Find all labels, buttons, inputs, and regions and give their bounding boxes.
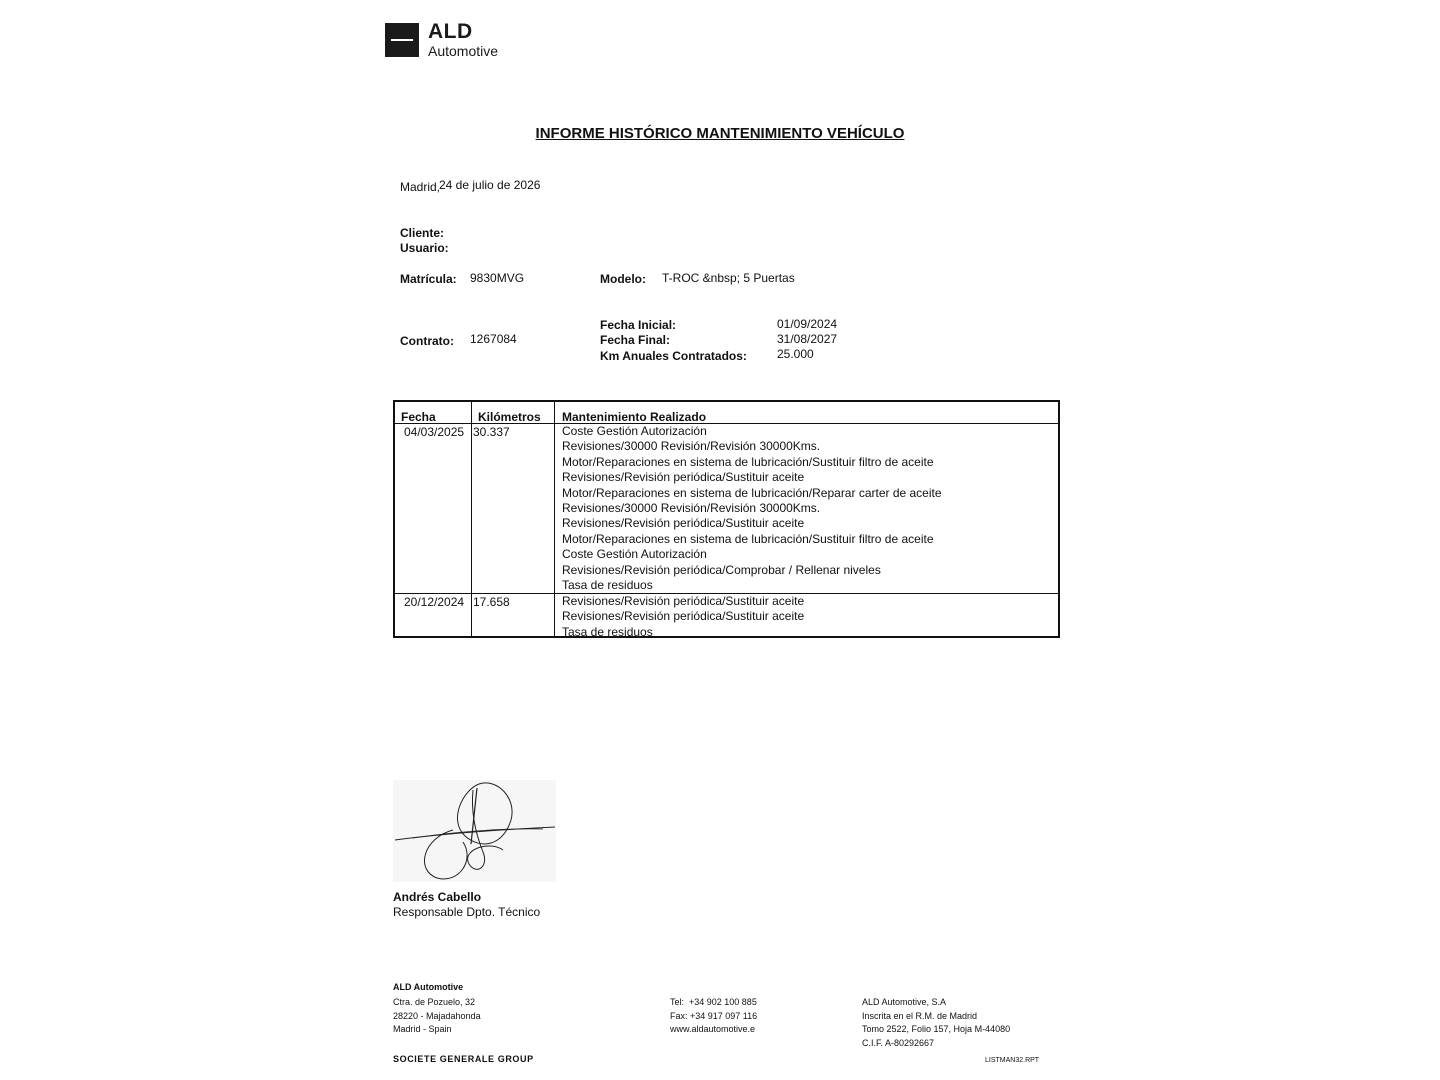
footer-legal-line: Inscrita en el R.M. de Madrid xyxy=(862,1010,978,1021)
document-date: 24 de julio de 2026 xyxy=(439,178,541,192)
footer-address-line: Ctra. de Pozuelo, 32 xyxy=(393,997,476,1007)
column-divider xyxy=(471,402,472,636)
row-2-items xyxy=(562,594,804,640)
footer-legal xyxy=(862,996,1010,1050)
maintenance-table xyxy=(393,400,1060,638)
list-item: Revisiones/30000 Revisión/Revisión 30000Kms. xyxy=(562,439,821,454)
contrato-value: 1267084 xyxy=(470,332,517,346)
footer-report-code: LISTMAN32.RPT xyxy=(985,1057,1040,1064)
row-1-km: 30.337 xyxy=(473,425,510,439)
fecha-final-label: Fecha Final: xyxy=(600,333,671,347)
signatory-role: Responsable Dpto. Técnico xyxy=(393,905,541,919)
header-mantenimiento: Mantenimiento Realizado xyxy=(562,410,707,424)
modelo-value: T-ROC &nbsp; 5 Puertas xyxy=(662,271,795,285)
row-2-fecha: 20/12/2024 xyxy=(404,595,465,609)
list-item: Revisiones/30000 Revisión/Revisión 30000Kms. xyxy=(562,501,821,516)
list-item: Revisiones/Revisión periódica/Comprobar / Rellenar niveles xyxy=(562,562,881,577)
list-item: Motor/Reparaciones en sistema de lubricación/Sustituir filtro de aceite xyxy=(562,531,934,546)
header-fecha: Fecha xyxy=(401,410,436,424)
list-item: Motor/Reparaciones en sistema de lubricación/Reparar carter de aceite xyxy=(562,485,942,500)
list-item: Revisiones/Revisión periódica/Sustituir aceite xyxy=(562,470,805,485)
row-1-items xyxy=(562,424,942,593)
column-divider xyxy=(554,402,555,636)
footer-legal-line: Tomo 2522, Folio 157, Hoja M-44080 xyxy=(862,1024,1011,1034)
list-item: Motor/Reparaciones en sistema de lubricación/Sustituir filtro de aceite xyxy=(562,454,934,469)
header-kilometros: Kilómetros xyxy=(478,410,541,424)
list-item: Revisiones/Revisión periódica/Sustituir aceite xyxy=(562,609,805,624)
footer-phone: Tel: +34 902 100 885 xyxy=(670,997,757,1007)
logo-brand-text: ALD xyxy=(428,20,473,43)
footer-address xyxy=(393,996,481,1037)
footer-website[interactable]: www.aldautomotive.e xyxy=(670,1024,756,1034)
signatory-name: Andrés Cabello xyxy=(393,890,482,904)
contrato-label: Contrato: xyxy=(400,334,454,348)
matricula-value: 9830MVG xyxy=(470,271,525,285)
footer-legal-line: ALD Automotive, S.A xyxy=(862,997,947,1007)
matricula-label: Matrícula: xyxy=(400,272,457,286)
km-anuales-label: Km Anuales Contratados: xyxy=(600,349,747,363)
fecha-inicial-value: 01/09/2024 xyxy=(777,317,838,331)
signature-image xyxy=(393,780,556,882)
list-item: Coste Gestión Autorización xyxy=(562,547,707,562)
footer-fax: Fax: +34 917 097 116 xyxy=(670,1010,758,1021)
km-anuales-value: 25.000 xyxy=(777,347,814,361)
ald-logo-mark xyxy=(385,23,419,57)
footer-contact xyxy=(670,996,757,1037)
row-2-km: 17.658 xyxy=(473,595,510,609)
logo-subtitle-text: Automotive xyxy=(428,43,499,59)
row-1-fecha: 04/03/2025 xyxy=(404,425,465,439)
footer-legal-line: C.I.F. A-80292667 xyxy=(862,1037,935,1048)
footer-address-line: Madrid - Spain xyxy=(393,1024,452,1034)
document-place: Madrid, xyxy=(400,180,441,194)
list-item: Tasa de residuos xyxy=(562,624,653,639)
cliente-label: Cliente: xyxy=(400,226,445,240)
list-item: Tasa de residuos xyxy=(562,578,653,593)
list-item: Revisiones/Revisión periódica/Sustituir aceite xyxy=(562,516,805,531)
fecha-inicial-label: Fecha Inicial: xyxy=(600,318,677,332)
footer-address-line: 28220 - Majadahonda xyxy=(393,1010,481,1021)
footer-group: SOCIETE GENERALE GROUP xyxy=(393,1054,534,1064)
list-item: Revisiones/Revisión periódica/Sustituir aceite xyxy=(562,594,805,608)
list-item: Coste Gestión Autorización xyxy=(562,424,707,438)
footer-company: ALD Automotive xyxy=(393,982,464,992)
modelo-label: Modelo: xyxy=(600,272,646,286)
fecha-final-value: 31/08/2027 xyxy=(777,332,838,346)
document-title: INFORME HISTÓRICO MANTENIMIENTO VEHÍCULO xyxy=(535,125,905,142)
usuario-label: Usuario: xyxy=(400,241,449,255)
